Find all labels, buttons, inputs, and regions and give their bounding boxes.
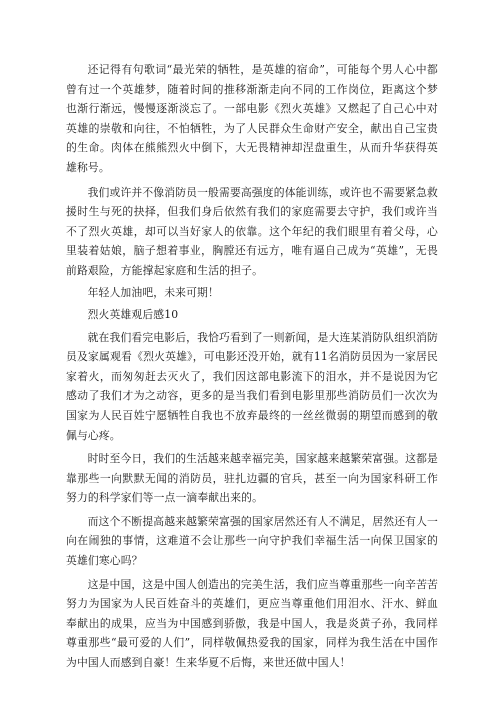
paragraph-2: 我们或许并不像消防员一般需要高强度的体能训练，或许也不需要紧急救援时生与死的抉择，但我们身后依然有我们的家庭需要去守护，我们或许当不了烈火英雄，却可以当好家人的依靠。这个年纪的我们眼里有着父母，心里装着姑娘，脑子想着事业，胸膛还有远方，唯有逼自己成为“英雄”，无畏前路艰险，方能撑起家庭和生活的担子。 — [66, 185, 438, 277]
paragraph-5: 时时至今日，我们的生活越来越幸福完美，国家越来越繁荣富强。这都是靠那些一向默默无闻的消防员，驻扎边疆的官兵，甚至一向为国家科研工作努力的科学家们等一点一滴奉献出来的。 — [66, 452, 438, 505]
section-heading: 烈火英雄观后感10 — [87, 307, 179, 321]
paragraph-1: 还记得有句歌词“最光荣的牺牲，是英雄的宿命”，可能每个男人心中都曾有过一个英雄梦，随着时间的推移渐渐走向不同的工作岗位，距离这个梦也渐行渐远，慢慢逐渐淡忘了。一部电影《烈火英雄》又燃起了自己心中对英雄的崇敬和向往，不怕牺牲，为了人民群众生命财产安全，献出自己宝贵的生命。肉体在熊熊烈火中倒下，大无畏精神却涅盘重生，从而升华获得英雄称号。 — [66, 63, 438, 174]
paragraph-7: 这是中国，这是中国人创造出的完美生活，我们应当尊重那些一向辛苦苦努力为国家为人民百姓奋斗的英雄们，更应当尊重他们用泪水、汗水、鲜血奉献出的成果，应当为中国感到骄傲，我是中国人，我是炎黄子孙，我同样尊重那些“最可爱的人们”，同样敬佩热爱我的国家，同样为我生活在中国作为中国人而感到自豪！生来华夏不后悔，来世还做中国人！ — [66, 577, 438, 670]
paragraph-6: 而这个不断提高越来越繁荣富强的国家居然还有人不满足，居然还有人一向在闹独的事情，这难道不会让那些一向守护我们幸福生活一向保卫国家的英雄们寒心吗？ — [66, 514, 438, 568]
document-page — [66, 60, 438, 673]
paragraph-3: 年轻人加油吧，未来可期！ — [87, 285, 219, 299]
paragraph-4: 就在我们看完电影后，我恰巧看到了一则新闻，是大连某消防队组织消防员及家属观看《烈火英雄》，可电影还没开始，就有11名消防员因为一家居民家着火，而匆匆赶去灭火了，我们因这部电影流下的泪水，并不是说因为它感动了我们才为之动容，更多的是当我们看到电影里那些消防员们一次次为国家为人民百姓宁愿牺牲自我也不放弃最终的一丝丝微弱的期望而感到的敬佩与心疼。 — [66, 330, 438, 442]
